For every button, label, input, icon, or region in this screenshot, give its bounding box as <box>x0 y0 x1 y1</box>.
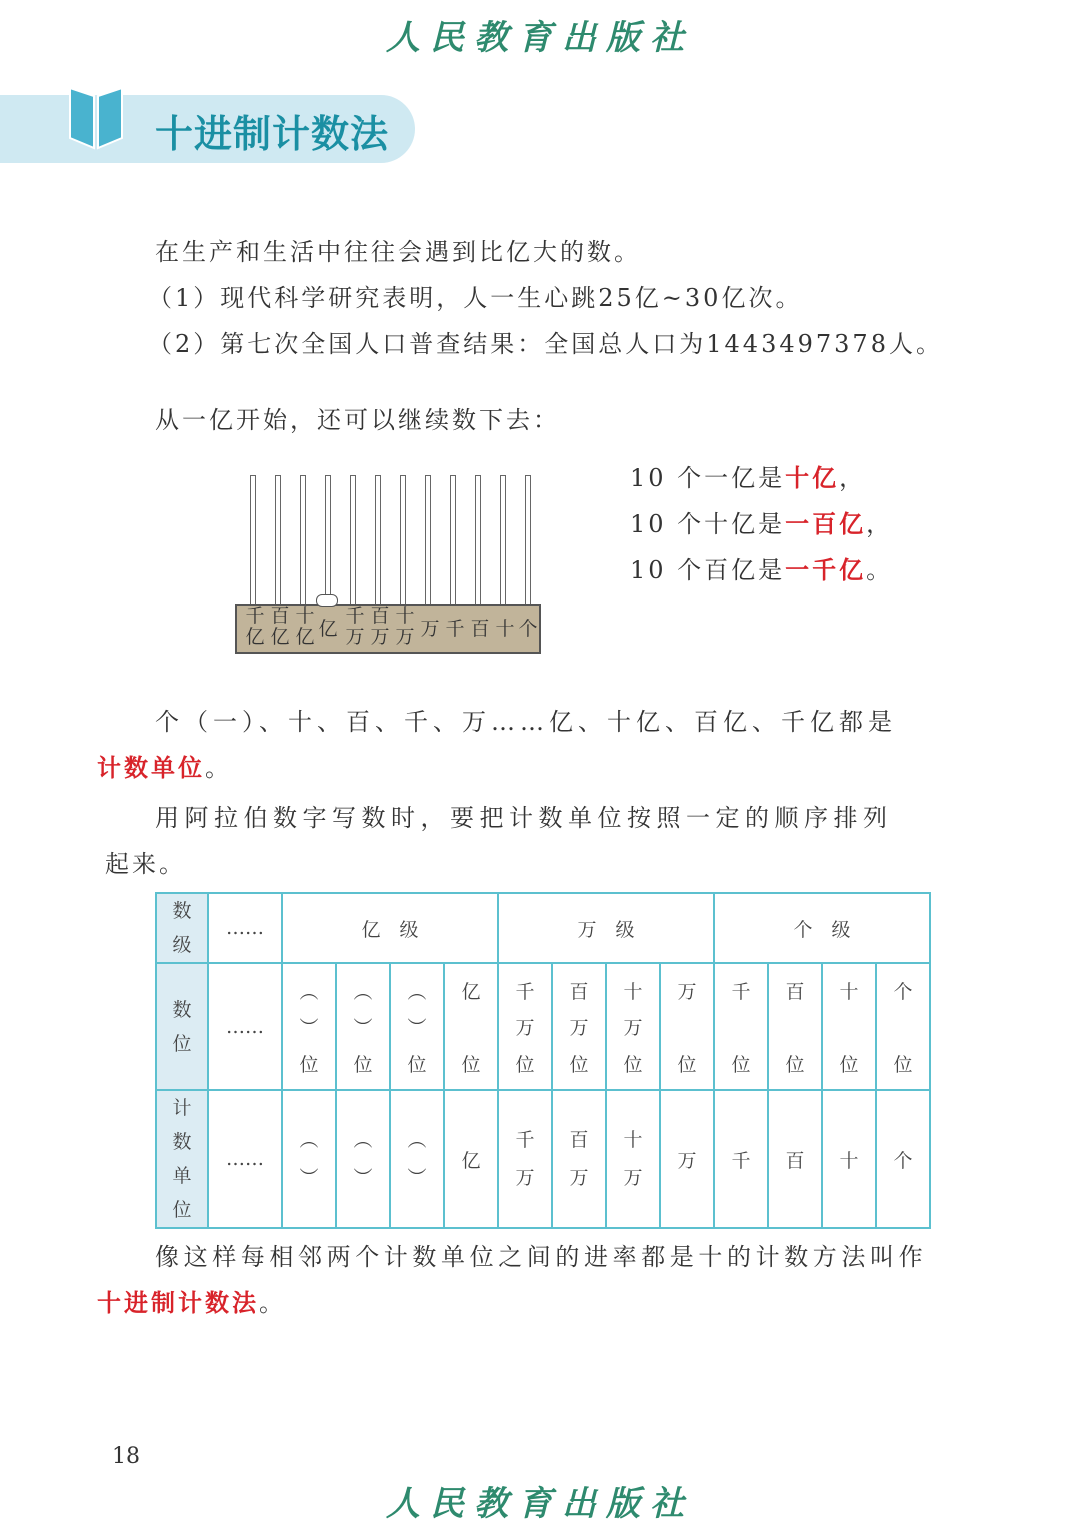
abacus-label: 百 万 <box>370 605 390 648</box>
abacus-label: 个 <box>518 618 538 640</box>
page-number: 18 <box>112 1444 140 1469</box>
row-head: 数 级 <box>156 893 208 963</box>
position-cell: 百 万 位 <box>552 963 606 1090</box>
units-term-line: 计数单位。 <box>97 753 232 782</box>
publisher-logo: 人民教育出版社 <box>386 18 694 58</box>
unit-cell: ︵ ︶ <box>336 1090 390 1228</box>
abacus-bead <box>316 594 338 607</box>
abacus-rod <box>475 475 481 606</box>
ellipsis-cell: …… <box>208 893 282 963</box>
abacus-rod <box>400 475 406 606</box>
position-cell: 十 位 <box>822 963 876 1090</box>
ellipsis-cell: …… <box>208 963 282 1090</box>
position-cell: ︵ ︶ 位 <box>282 963 336 1090</box>
position-cell: 万 位 <box>660 963 714 1090</box>
conclusion-term: 十进制计数法 <box>97 1288 259 1317</box>
abacus-rod <box>425 475 431 606</box>
abacus-rod <box>300 475 306 606</box>
abacus-label: 百 <box>470 618 490 640</box>
unit-cell: ︵ ︶ <box>282 1090 336 1228</box>
abacus-label: 百 亿 <box>270 605 290 648</box>
position-cell: ︵ ︶ 位 <box>336 963 390 1090</box>
abacus-label: 万 <box>420 618 440 640</box>
fact-term: 十亿 <box>785 463 840 492</box>
conclusion-term-line: 十进制计数法。 <box>97 1288 286 1317</box>
units-text: 个（一）、十、百、千、万……亿、十亿、百亿、千亿都是 <box>155 708 897 736</box>
unit-cell: 千 万 <box>498 1090 552 1228</box>
fact-line: 10 个百亿是一千亿。 <box>630 555 894 584</box>
abacus-label: 千 亿 <box>245 605 265 648</box>
level-cell: 万 级 <box>498 893 714 963</box>
position-cell: 亿 位 <box>444 963 498 1090</box>
abacus-label: 十 万 <box>395 605 415 648</box>
abacus-rod <box>350 475 356 606</box>
level-cell: 亿 级 <box>282 893 498 963</box>
book-icon <box>68 86 124 150</box>
fact-line: 10 个十亿是一百亿， <box>630 509 894 538</box>
abacus-rod <box>450 475 456 606</box>
position-cell: 千 位 <box>714 963 768 1090</box>
place-value-table <box>155 892 931 1229</box>
abacus-rod <box>375 475 381 606</box>
order-text: 用阿拉伯数字写数时，要把计数单位按照一定的顺序排列 <box>155 804 893 832</box>
row-head: 计 数 单 位 <box>156 1090 208 1228</box>
abacus-rod <box>275 475 281 606</box>
fact-term: 一千亿 <box>785 555 867 584</box>
abacus-label: 千 万 <box>345 605 365 648</box>
unit-cell: 千 <box>714 1090 768 1228</box>
position-cell: 千 万 位 <box>498 963 552 1090</box>
row-head: 数 位 <box>156 963 208 1090</box>
fact-line: 10 个一亿是十亿， <box>630 463 867 492</box>
unit-cell: ︵ ︶ <box>390 1090 444 1228</box>
level-cell: 个 级 <box>714 893 930 963</box>
position-cell: 十 万 位 <box>606 963 660 1090</box>
unit-cell: 百 万 <box>552 1090 606 1228</box>
publisher-logo-footer: 人民教育出版社 <box>386 1484 694 1524</box>
abacus-rod <box>500 475 506 606</box>
example-2: （2）第七次全国人口普查结果：全国总人口为1443497378人。 <box>148 330 943 358</box>
abacus-label: 十 <box>495 618 515 640</box>
position-cell: ︵ ︶ 位 <box>390 963 444 1090</box>
position-cell: 百 位 <box>768 963 822 1090</box>
intro-text: 在生产和生活中往往会遇到比亿大的数。 <box>155 238 641 266</box>
abacus-rod <box>250 475 256 606</box>
abacus-rod <box>325 475 331 606</box>
abacus-label: 千 <box>445 618 465 640</box>
conclusion-text: 像这样每相邻两个计数单位之间的进率都是十的计数方法叫作 <box>155 1243 928 1271</box>
order-text-2: 起来。 <box>105 850 186 878</box>
abacus-label: 十 亿 <box>295 605 315 648</box>
position-cell: 个 位 <box>876 963 930 1090</box>
fact-term: 一百亿 <box>785 509 867 538</box>
section-title: 十进制计数法 <box>155 112 390 156</box>
unit-cell: 百 <box>768 1090 822 1228</box>
unit-cell: 十 <box>822 1090 876 1228</box>
unit-cell: 十 万 <box>606 1090 660 1228</box>
unit-cell: 万 <box>660 1090 714 1228</box>
abacus-rod <box>525 475 531 606</box>
continue-text: 从一亿开始，还可以继续数下去： <box>155 406 560 434</box>
example-1: （1）现代科学研究表明，人一生心跳25亿~30亿次。 <box>148 284 803 312</box>
unit-cell: 个 <box>876 1090 930 1228</box>
unit-cell: 亿 <box>444 1090 498 1228</box>
abacus-label: 亿 <box>318 618 338 640</box>
ellipsis-cell: …… <box>208 1090 282 1228</box>
units-term: 计数单位 <box>97 753 205 782</box>
